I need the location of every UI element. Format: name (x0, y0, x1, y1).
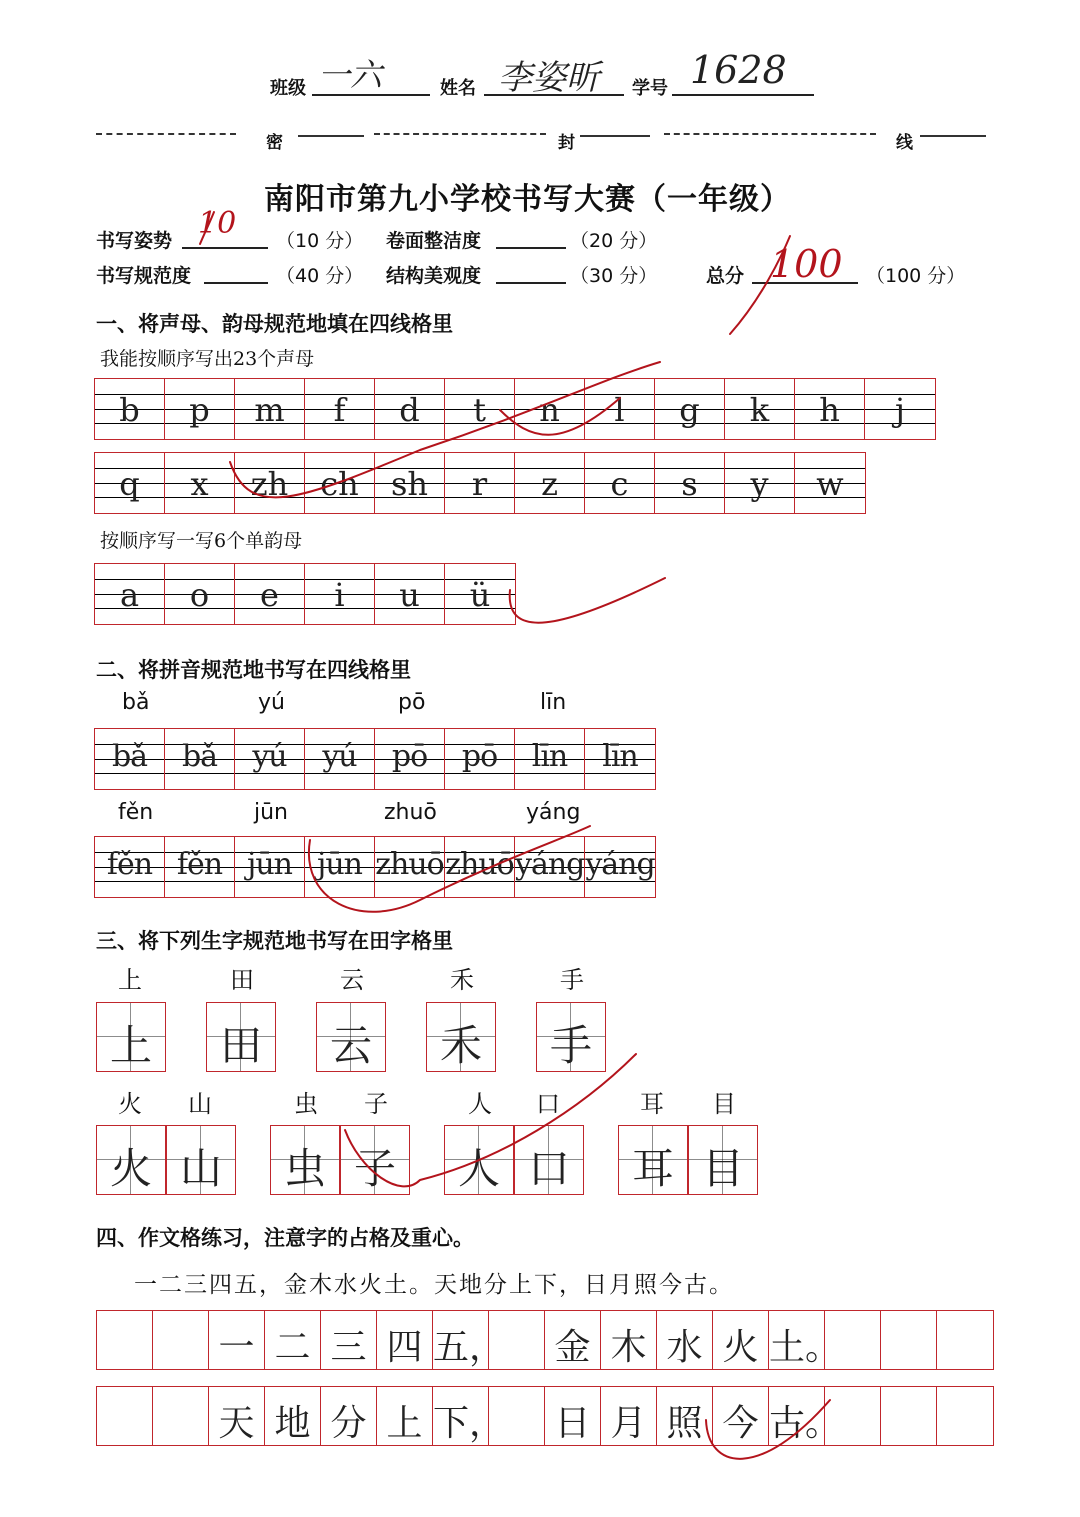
composition-cell[interactable] (489, 1311, 545, 1369)
initial-cell[interactable]: t (445, 379, 515, 439)
pinyin-cell[interactable]: līn (515, 729, 585, 789)
section1-heading: 一、将声母、韵母规范地填在四线格里 (96, 312, 453, 336)
composition-cell[interactable]: 今 (713, 1387, 769, 1445)
tianzige-cell[interactable]: 上 (96, 1002, 166, 1072)
neat-max: （20 分） (570, 230, 658, 252)
neat-underline (496, 246, 566, 249)
seal-dash-1 (96, 133, 236, 135)
initial-cell[interactable]: z (515, 453, 585, 513)
tianzige-cell[interactable]: 虫 (270, 1125, 340, 1195)
norm-underline (204, 281, 268, 284)
section3-heading: 三、将下列生字规范地书写在田字格里 (96, 929, 453, 953)
char-label: 山 (188, 1090, 212, 1118)
seal-solid-1 (298, 135, 364, 137)
tianzige-cell[interactable]: 云 (316, 1002, 386, 1072)
finals-check-mark (510, 578, 665, 623)
composition-cell[interactable]: 五， (433, 1311, 489, 1369)
char-label: 手 (560, 966, 584, 994)
final-cell[interactable]: u (375, 564, 445, 624)
char-label: 禾 (450, 966, 474, 994)
char-label: 口 (536, 1090, 560, 1118)
seal-mi: 密 (266, 133, 283, 153)
pinyin-cell[interactable]: pō (445, 729, 515, 789)
pinyin-label: yú (258, 690, 285, 715)
composition-cell[interactable]: 木 (601, 1311, 657, 1369)
char-label: 田 (230, 966, 254, 994)
id-label: 学号 (632, 78, 668, 99)
section4-heading: 四、作文格练习，注意字的占格及重心。 (96, 1226, 474, 1250)
pinyin-cell[interactable]: yú (305, 729, 375, 789)
pinyin-row-2 (94, 836, 656, 898)
composition-cell[interactable]: 火 (713, 1311, 769, 1369)
final-cell[interactable]: o (165, 564, 235, 624)
tianzige-cell[interactable]: 目 (688, 1125, 758, 1195)
initial-cell[interactable]: k (725, 379, 795, 439)
composition-cell[interactable] (97, 1311, 153, 1369)
composition-cell[interactable] (153, 1311, 209, 1369)
tianzige-cell[interactable]: 山 (166, 1125, 236, 1195)
posture-label: 书写姿势 (96, 230, 173, 252)
initials-row-1 (94, 378, 936, 440)
name-value[interactable]: 李姿昕 (498, 58, 600, 98)
pinyin-label: fěn (118, 800, 154, 825)
posture-underline (182, 246, 268, 249)
tianzige-cell[interactable]: 口 (514, 1125, 584, 1195)
pinyin-cell[interactable]: jūn (235, 837, 305, 897)
seal-dash-3 (664, 133, 876, 135)
composition-cell[interactable]: 地 (265, 1387, 321, 1445)
pinyin-cell[interactable]: yáng (585, 837, 655, 897)
initial-cell[interactable]: q (95, 453, 165, 513)
seal-dash-2 (374, 133, 546, 135)
pinyin-cell[interactable]: zhuō (445, 837, 515, 897)
pinyin-cell[interactable]: pō (375, 729, 445, 789)
id-value[interactable]: 1628 (690, 48, 787, 92)
composition-cell[interactable] (881, 1311, 937, 1369)
initials-row-2 (94, 452, 866, 514)
pinyin-cell[interactable]: zhuō (375, 837, 445, 897)
composition-cell[interactable]: 三 (321, 1311, 377, 1369)
initial-cell[interactable]: ch (305, 453, 375, 513)
composition-cell[interactable]: 上 (377, 1387, 433, 1445)
class-label: 班级 (270, 78, 306, 99)
neat-label: 卷面整洁度 (386, 230, 482, 252)
initial-cell[interactable]: b (95, 379, 165, 439)
char-label: 火 (118, 1090, 142, 1118)
section1-sub2: 按顺序写一写6个单韵母 (100, 530, 303, 552)
pinyin-label: bǎ (122, 690, 150, 715)
finals-row (94, 563, 516, 625)
char-label: 云 (340, 966, 364, 994)
composition-cell[interactable]: 天 (209, 1387, 265, 1445)
pinyin-label: pō (398, 690, 426, 715)
pinyin-cell[interactable]: bǎ (95, 729, 165, 789)
composition-cell[interactable]: 照 (657, 1387, 713, 1445)
initial-cell[interactable]: x (165, 453, 235, 513)
seal-feng: 封 (558, 133, 575, 153)
tianzige-cell[interactable]: 手 (536, 1002, 606, 1072)
total-max: （100 分） (866, 265, 966, 287)
pinyin-label: jūn (254, 800, 288, 825)
pinyin-cell[interactable]: bǎ (165, 729, 235, 789)
posture-max: （10 分） (276, 230, 364, 252)
class-value[interactable]: 一六 (318, 56, 383, 94)
tianzige-cell[interactable]: 人 (444, 1125, 514, 1195)
composition-cell[interactable] (937, 1311, 993, 1369)
pinyin-label: zhuō (384, 800, 437, 825)
composition-cell[interactable]: 水 (657, 1311, 713, 1369)
initial-cell[interactable]: g (655, 379, 725, 439)
initial-cell[interactable]: n (515, 379, 585, 439)
composition-cell[interactable]: 土。 (769, 1311, 825, 1369)
pinyin-label: līn (540, 690, 567, 715)
composition-cell[interactable] (97, 1387, 153, 1445)
composition-cell[interactable]: 分 (321, 1387, 377, 1445)
tianzige-cell[interactable]: 田 (206, 1002, 276, 1072)
total-label: 总分 (706, 265, 745, 287)
section1-sub1: 我能按顺序写出23个声母 (100, 348, 315, 370)
section2-heading: 二、将拼音规范地书写在四线格里 (96, 658, 411, 682)
norm-max: （40 分） (276, 265, 364, 287)
char-label: 上 (118, 966, 142, 994)
composition-cell[interactable]: 月 (601, 1387, 657, 1445)
composition-cell[interactable] (825, 1311, 881, 1369)
composition-cell[interactable] (153, 1387, 209, 1445)
initial-cell[interactable]: j (865, 379, 935, 439)
struct-max: （30 分） (570, 265, 658, 287)
final-cell[interactable]: a (95, 564, 165, 624)
pinyin-row-1 (94, 728, 656, 790)
pinyin-cell[interactable]: yú (235, 729, 305, 789)
initial-cell[interactable]: sh (375, 453, 445, 513)
composition-cell[interactable]: 金 (545, 1311, 601, 1369)
pinyin-label: yáng (526, 800, 581, 825)
initial-cell[interactable]: r (445, 453, 515, 513)
seal-solid-3 (920, 135, 986, 137)
composition-cell[interactable]: 下， (433, 1387, 489, 1445)
initial-cell[interactable]: p (165, 379, 235, 439)
initial-cell[interactable]: y (725, 453, 795, 513)
initial-cell[interactable]: f (305, 379, 375, 439)
initial-cell[interactable]: s (655, 453, 725, 513)
tianzige-cell[interactable]: 禾 (426, 1002, 496, 1072)
composition-cell[interactable] (937, 1387, 993, 1445)
tianzige-cell[interactable]: 火 (96, 1125, 166, 1195)
tianzige-cell[interactable]: 子 (340, 1125, 410, 1195)
pinyin-cell[interactable]: yáng (515, 837, 585, 897)
initial-cell[interactable]: m (235, 379, 305, 439)
composition-row-2 (96, 1386, 994, 1446)
final-cell[interactable]: e (235, 564, 305, 624)
section4-prompt: 一二三四五，金木水火土。天地分上下，日月照今古。 (134, 1272, 734, 1298)
composition-cell[interactable] (881, 1387, 937, 1445)
char-label: 人 (468, 1090, 492, 1118)
final-cell[interactable]: i (305, 564, 375, 624)
initial-cell[interactable]: h (795, 379, 865, 439)
initial-cell[interactable]: l (585, 379, 655, 439)
composition-row-1 (96, 1310, 994, 1370)
seal-xian: 线 (896, 133, 913, 153)
initial-cell[interactable]: w (795, 453, 865, 513)
pinyin-cell[interactable]: fěn (165, 837, 235, 897)
composition-cell[interactable]: 四 (377, 1311, 433, 1369)
initial-cell[interactable]: d (375, 379, 445, 439)
char-label: 目 (712, 1090, 736, 1118)
final-cell[interactable]: ü (445, 564, 515, 624)
page-title: 南阳市第九小学校书写大赛（一年级） (264, 182, 791, 217)
initial-cell[interactable]: c (585, 453, 655, 513)
char-label: 子 (364, 1090, 388, 1118)
tianzige-cell[interactable]: 耳 (618, 1125, 688, 1195)
composition-cell[interactable]: 二 (265, 1311, 321, 1369)
posture-score[interactable]: 10 (198, 206, 237, 241)
composition-cell[interactable]: 一 (209, 1311, 265, 1369)
initial-cell[interactable]: zh (235, 453, 305, 513)
char-label: 虫 (294, 1090, 318, 1118)
pinyin-cell[interactable]: fěn (95, 837, 165, 897)
norm-label: 书写规范度 (96, 265, 192, 287)
total-score[interactable]: 100 (770, 242, 843, 286)
pinyin-cell[interactable]: līn (585, 729, 655, 789)
composition-cell[interactable]: 古。 (769, 1387, 825, 1445)
id-underline (672, 92, 814, 96)
composition-cell[interactable]: 日 (545, 1387, 601, 1445)
composition-cell[interactable] (825, 1387, 881, 1445)
name-label: 姓名 (440, 78, 476, 99)
struct-label: 结构美观度 (386, 265, 482, 287)
seal-solid-2 (580, 135, 650, 137)
struct-underline (496, 281, 566, 284)
composition-cell[interactable] (489, 1387, 545, 1445)
pinyin-cell[interactable]: jūn (305, 837, 375, 897)
char-label: 耳 (640, 1090, 664, 1118)
